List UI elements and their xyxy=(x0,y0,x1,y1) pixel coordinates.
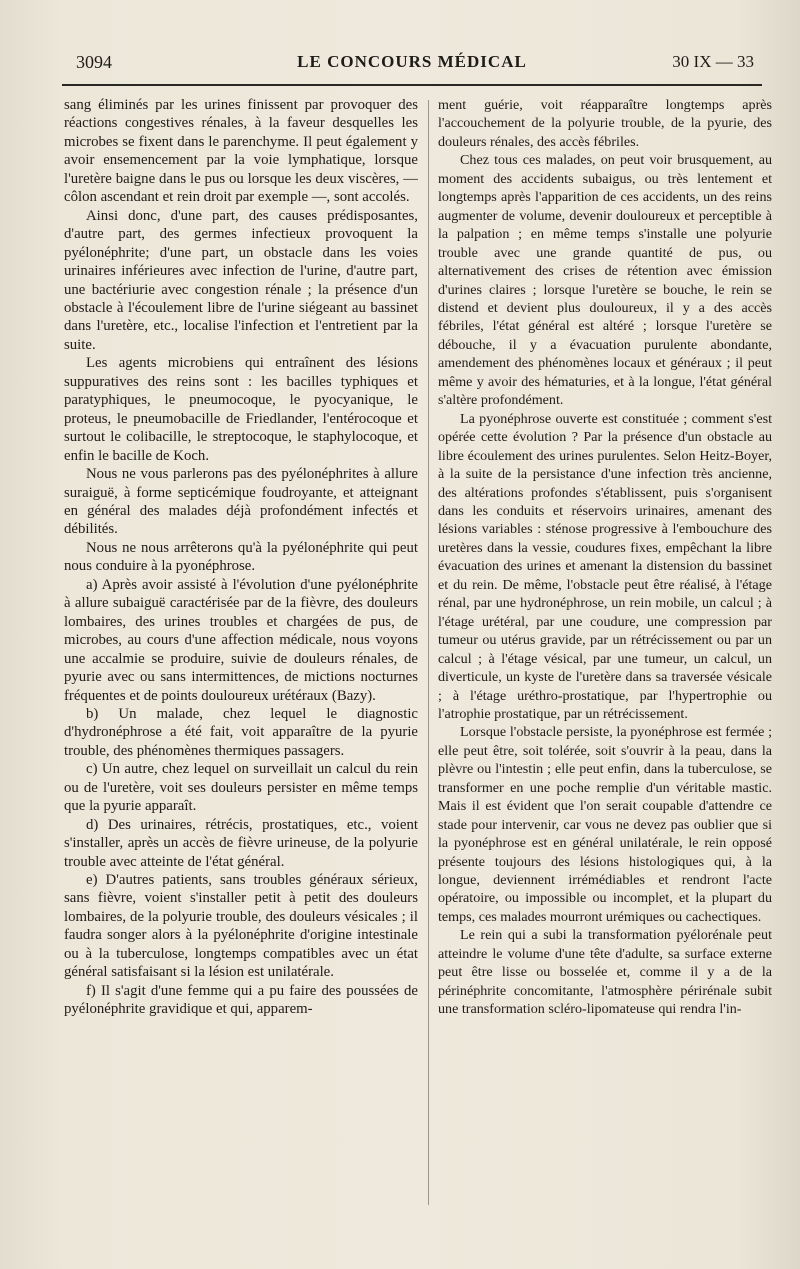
paragraph: La pyonéphrose ouverte est constituée ; comment s'est opérée cette évolution ? Par la présence d'un obstacle au libre écoulement des urines purulentes. Selon Heitz-Boyer, à la suite de la persistance d'une infection très ancienne, des altérations profondes s'établissent, puis s'organisent dans les conduits et réservoirs urinaires, amenant des lésions variables : sténose progressive à l'embouchure des uretères dans la vessie, coudures fixes, empêchant la libre évacuation des urines et amenant la distension du bassinet et du rein. De même, l'obstacle peut être réalisé, à l'étage rénal, par une hydronéphrose, un rein mobile, un calcul ; à l'étage urétéral, par une coudure, une compression par tumeur ou utérus gravide, par un rétrécissement ou par un calcul ; à l'étage vésical, par une tumeur, un calcul, un diverticule, un kyste de l'uretère dans sa traversée vésicale ; à l'étage uréthro-prostatique, par l'hypertrophie ou l'atrophie prostatique, par un rétrécissement. xyxy=(438,410,772,722)
paragraph: Chez tous ces malades, on peut voir brusquement, au moment des accidents subaigus, ou très lentement et longtemps après l'apparition de ces accidents, un des reins augmenter de volume, devenir douloureux et perceptible à la palpation ; en même temps s'installe une polyurie trouble avec une grande quantité de pus, ou alternativement des crises de rétention avec émission d'urines claires ; lorsque l'uretère se bouche, le rein se distend et devient plus douloureux, il y a des accès fébriles, l'état général est altéré ; lorsque l'uretère se débouche, il y a évacuation purulente abondante, amendement des phénomènes locaux et généraux ; il peut même y avoir des hématuries, et à la longue, l'état général s'altère profondément. xyxy=(438,152,772,409)
paragraph: Lorsque l'obstacle persiste, la pyonéphrose est fermée ; elle peut être, soit tolérée, soit s'ouvrir à la peau, dans la plèvre ou l'intestin ; elle peut enfin, dans la tuberculose, se transformer en une poche remplie d'un véritable mastic. Mais il est évident que l'on serait coupable d'attendre ce stade pour intervenir, car vous ne devez pas oublier que si la pyonéphrose est en général unilatérale, le rein opposé présente toujours des lésions histologiques qui, à la longue, deviennent irrémédiables et rendront l'acte opératoire, ou impossible ou incomplet, et la plupart du temps, ces malades mourront urémiques ou cachectiques. xyxy=(438,724,772,925)
header-rule xyxy=(62,84,762,86)
paragraph: a) Après avoir assisté à l'évolution d'une pyélonéphrite à allure subaiguë caractérisée par de la fièvre, des douleurs lombaires, des urines troubles et chargées de pus, de microbes, au cours d'une affection médicale, nous voyons une accalmie se produire, suivie de douleurs rénales, de pyurie avec ou sans intermittences, de mictions nocturnes fréquentes et de points douloureux urétéraux (Bazy). xyxy=(64,576,418,704)
column-divider xyxy=(428,100,429,1205)
right-column xyxy=(438,96,772,1206)
issue-date: 30 IX — 33 xyxy=(672,52,754,71)
paragraph: b) Un malade, chez lequel le diagnostic d'hydronéphrose a été fait, voit apparaître de la pyurie trouble, des phénomènes thermiques passagers. xyxy=(64,705,418,759)
paragraph: Les agents microbiens qui entraînent des lésions suppuratives des reins sont : les bacilles typhiques et paratyphiques, le pneumocoque, le pyocyanique, le proteus, le pneumobacille de Friedlander, l'entérocoque et surtout le colibacille, le streptocoque, le staphylocoque, et enfin le bacille de Koch. xyxy=(64,355,418,464)
page-number: 3094 xyxy=(76,52,112,72)
journal-title: LE CONCOURS MÉDICAL xyxy=(297,52,527,71)
running-header xyxy=(64,52,760,78)
paragraph: e) D'autres patients, sans troubles généraux sérieux, sans fièvre, voient s'installer petit à petit des douleurs lombaires, de la polyurie trouble, des douleurs vésicales ; il faudra songer alors à la pyélonéphrite d'origine intestinale ou à la tuberculose, longtemps compatibles avec un état général satisfaisant si la lésion est unilatérale. xyxy=(64,872,418,981)
paragraph: Le rein qui a subi la transformation pyélorénale peut atteindre le volume d'une tête d'adulte, sa surface externe peut être lisse ou bosselée et, comme il y a de la périnéphrite concomitante, l'atmosphère périrénale subit une transformation scléro-lipomateuse qui rendra l'in- xyxy=(438,927,772,1018)
paragraph: c) Un autre, chez lequel on surveillait un calcul du rein ou de l'uretère, voit ses douleurs persister en même temps que la pyurie apparaît. xyxy=(64,761,418,815)
paragraph: f) Il s'agit d'une femme qui a pu faire des poussées de pyélonéphrite gravidique et qui, apparem- xyxy=(64,982,418,1018)
paragraph: ment guérie, voit réapparaître longtemps après l'accouchement de la polyurie trouble, de la pyurie, des douleurs rénales, des accès fébriles. xyxy=(438,97,772,150)
paragraph: Ainsi donc, d'une part, des causes prédisposantes, d'autre part, des germes infectieux provoquent la pyélonéphrite; d'une part, un obstacle dans les voies urinaires inférieures avec infection de l'urine, d'autre part, une bactériurie avec congestion rénale ; la présence d'un obstacle à l'écoulement libre de l'urine siégeant au bassinet dans l'uretère, etc., localise l'infection et l'entretient par la suite. xyxy=(64,207,418,353)
paragraph: Nous ne vous parlerons pas des pyélonéphrites à allure suraiguë, à forme septicémique foudroyante, et atteignant en général des malades déjà profondément infectés et débilités. xyxy=(64,466,418,538)
left-column xyxy=(64,96,418,1206)
paragraph: d) Des urinaires, rétrécis, prostatiques, etc., voient s'installer, après un accès de fièvre urineuse, de la polyurie trouble avec atteinte de l'état général. xyxy=(64,816,418,870)
paragraph: sang éliminés par les urines finissent par provoquer des réactions congestives rénales, à la faveur desquelles les microbes se fixent dans le parenchyme. Il peut également y avoir ensemencement par la voie lymphatique, lorsque l'uretère baigne dans le pus ou lorsque les deux viscères, — côlon ascendant et rein droit par exemple —, sont accolés. xyxy=(64,97,418,206)
paragraph: Nous ne nous arrêterons qu'à la pyélonéphrite qui peut nous conduire à la pyonéphrose. xyxy=(64,539,418,575)
